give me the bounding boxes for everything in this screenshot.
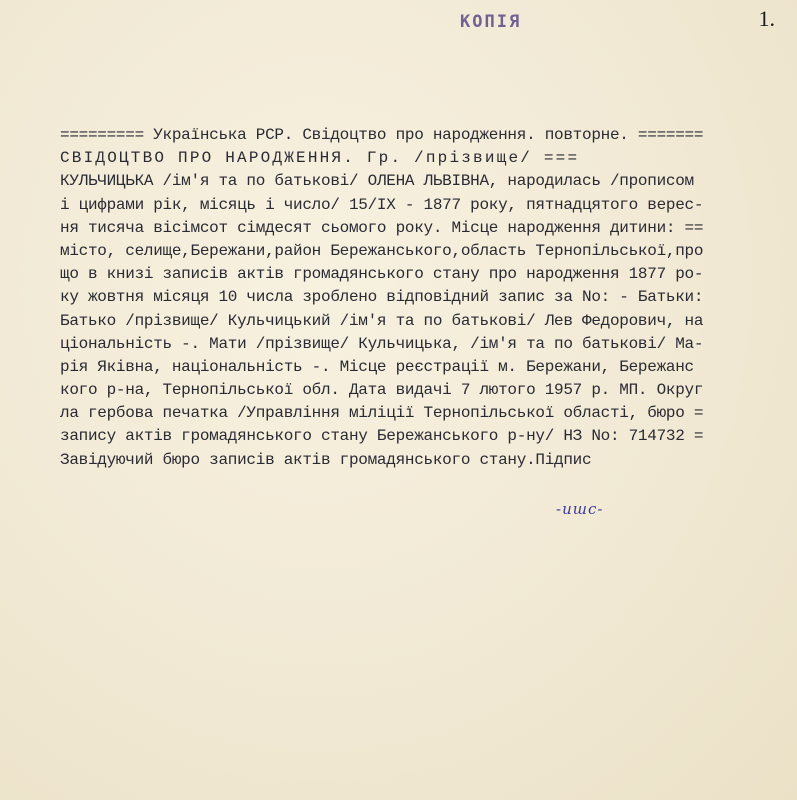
text-line: ========= Українська РСР. Свідоцтво про народження. повторне. ======= <box>60 126 704 144</box>
text-line: Батько /прізвище/ Кульчицький /ім'я та по батькові/ Лев Федорович, на <box>60 311 704 330</box>
text-line: кого р-на, Тернопільської обл. Дата видачі 7 лютого 1957 р. МП. Округ <box>60 381 704 400</box>
copy-stamp: КОПІЯ <box>460 12 522 32</box>
handwritten-signature: -ишс- <box>556 500 604 518</box>
text-line: місто, селище,Бережани,район Бережанського,область Тернопільської,про <box>60 241 704 260</box>
text-line: ціональність -. Мати /прізвище/ Кульчицька, /ім'я та по батькові/ Ма- <box>60 334 704 353</box>
page-number: 1. <box>758 6 775 31</box>
text-line: СВІДОЦТВО ПРО НАРОДЖЕННЯ. Гр. /прізвище/ === <box>60 149 580 168</box>
text-line: ла гербова печатка /Управління міліції Тернопільської області, бюро = <box>60 404 704 423</box>
certificate-text <box>60 124 780 472</box>
text-line: рія Яківна, національність -. Місце реєстрації м. Бережани, Бережанс <box>60 357 694 376</box>
text-line: Завідуючий бюро записів актів громадянського стану.Підпис <box>60 450 592 469</box>
text-line: КУЛЬЧИЦЬКА /ім'я та по батькові/ ОЛЕНА ЛЬВІВНА, народилась /прописом <box>60 172 694 191</box>
text-line: ня тисяча вісімсот сімдесят сьомого року. Місце народження дитини: == <box>60 218 704 237</box>
text-line: що в книзі записів актів громадянського стану про народження 1877 ро- <box>60 265 704 284</box>
text-line: і цифрами рік, місяць і число/ 15/IX - 1877 року, пятнадцятого верес- <box>60 195 704 214</box>
text-line: ку жовтня місяця 10 числа зроблено відповідний запис за No: - Батьки: <box>60 288 704 307</box>
text-line: запису актів громадянського стану Бережанського р-ну/ НЗ No: 714732 = <box>60 427 704 446</box>
